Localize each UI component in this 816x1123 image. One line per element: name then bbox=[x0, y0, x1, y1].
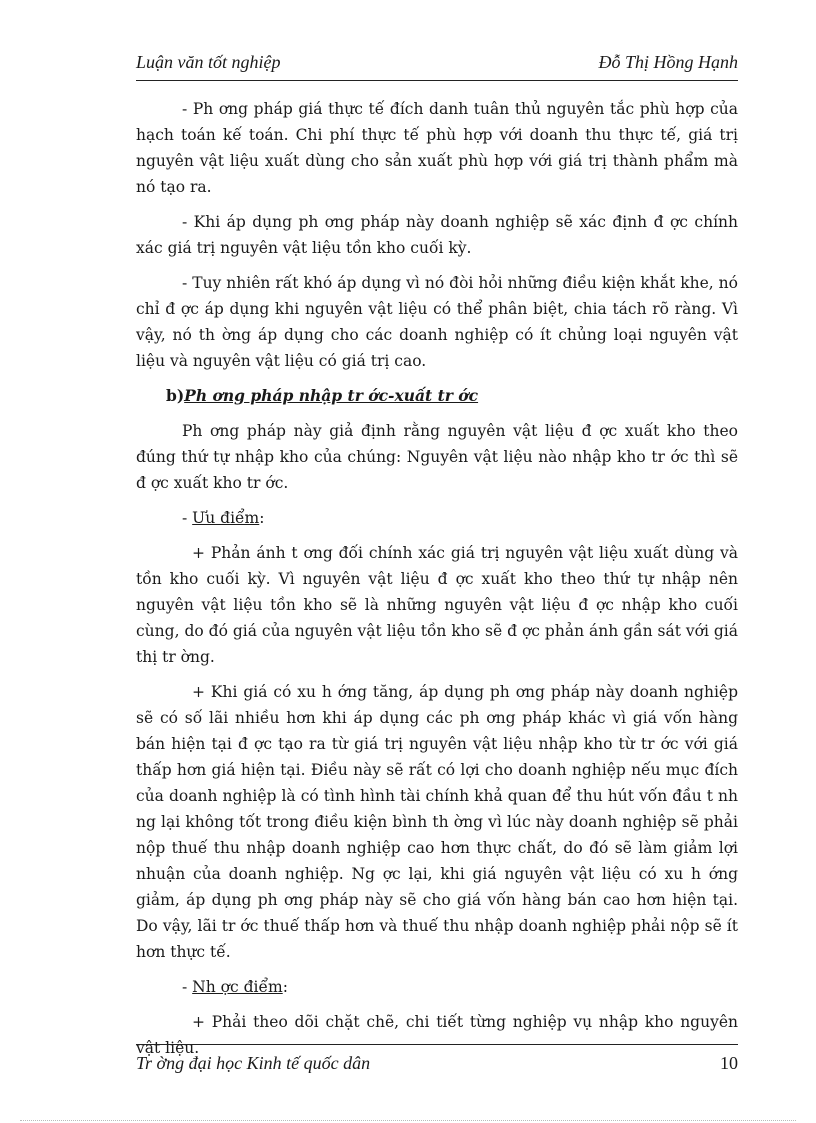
paragraph-2: - Khi áp dụng ph ơng pháp này doanh nghiệp sẽ xác định đ ợc chính xác giá trị nguyên vật liệu tồn kho cuối kỳ. bbox=[136, 213, 738, 257]
page-number: 10 bbox=[720, 1053, 738, 1073]
disadvantages-label-line bbox=[136, 974, 738, 1000]
bottom-dotted-divider bbox=[20, 1120, 796, 1121]
paragraph-5: + Phản ánh t ơng đối chính xác giá trị nguyên vật liệu xuất dùng và tồn kho cuối kỳ. Vì nguyên vật liệu đ ợc xuất kho theo thứ tự nhập nên nguyên vật liệu tồn kho sẽ là những nguyên vật liệu đ ợc nhập kho cuối cùng, do đó giá của nguyên vật liệu tồn kho sẽ đ ợc phản ánh gần sát với giá thị tr ờng. bbox=[136, 544, 738, 666]
advantages-label: Ưu điểm bbox=[192, 509, 260, 527]
disadvantages-prefix: - bbox=[182, 978, 193, 996]
page-footer bbox=[136, 1044, 738, 1073]
disadvantages-suffix: : bbox=[282, 978, 288, 996]
section-heading-title: Ph ơng pháp nhập tr ớc-xuất tr ớc bbox=[184, 386, 479, 405]
paragraph-1: - Ph ơng pháp giá thực tế đích danh tuân thủ nguyên tắc phù hợp của hạch toán kế toán. Chi phí thực tế phù hợp với doanh thu thực tế, giá trị nguyên vật liệu xuất dùng cho sản xuất phù hợp với giá trị thành phẩm mà nó tạo ra. bbox=[136, 100, 738, 196]
header-author-name: Đỗ Thị Hồng Hạnh bbox=[598, 52, 738, 72]
paragraph-7: + Phải theo dõi chặt chẽ, chi tiết từng nghiệp vụ nhập kho nguyên vật liệu. bbox=[136, 1013, 738, 1057]
paragraph-4: Ph ơng pháp này giả định rằng nguyên vật liệu đ ợc xuất kho theo đúng thứ tự nhập kho của chúng: Nguyên vật liệu nào nhập kho tr ớc thì sẽ đ ợc xuất kho tr ớc. bbox=[136, 422, 738, 492]
advantages-suffix: : bbox=[259, 509, 265, 527]
document-body bbox=[136, 96, 738, 1070]
page-header bbox=[136, 50, 738, 81]
advantages-prefix: - bbox=[182, 509, 193, 527]
header-thesis-title: Luận văn tốt nghiệp bbox=[136, 52, 281, 72]
paragraph-6: + Khi giá có xu h ớng tăng, áp dụng ph ơng pháp này doanh nghiệp sẽ có số lãi nhiều hơn khi áp dụng các ph ơng pháp khác vì giá vốn hàng bán hiện tại đ ợc tạo ra từ giá trị nguyên vật liệu nhập kho từ tr ớc với giá thấp hơn giá hiện tại. Điều này sẽ rất có lợi cho doanh nghiệp nếu mục đích của doanh nghiệp là có tình hình tài chính khả quan để thu hút vốn đầu t nh ng lại không tốt trong điều kiện bình th ờng vì lúc này doanh nghiệp sẽ phải nộp thuế thu nhập doanh nghiệp cao hơn thực chất, do đó sẽ làm giảm lợi nhuận của doanh nghiệp. Ng ợc lại, khi giá nguyên vật liệu có xu h ớng giảm, áp dụng ph ơng pháp này sẽ cho giá vốn hàng bán cao hơn hiện tại. Do vậy, lãi tr ớc thuế thấp hơn và thuế thu nhập doanh nghiệp phải nộp sẽ ít hơn thực tế. bbox=[136, 683, 738, 961]
footer-university-name: Tr ờng đại học Kinh tế quốc dân bbox=[136, 1053, 371, 1073]
disadvantages-label: Nh ợc điểm bbox=[192, 978, 283, 996]
advantages-label-line bbox=[136, 505, 738, 531]
paragraph-3: - Tuy nhiên rất khó áp dụng vì nó đòi hỏi những điều kiện khắt khe, nó chỉ đ ợc áp dụng khi nguyên vật liệu có thể phân biệt, chia tách rõ ràng. Vì vậy, nó th ờng áp dụng cho các doanh nghiệp có ít chủng loại nguyên vật liệu và nguyên vật liệu có giá trị cao. bbox=[136, 274, 738, 370]
section-heading-prefix: b) bbox=[166, 386, 185, 405]
section-heading bbox=[136, 383, 738, 409]
